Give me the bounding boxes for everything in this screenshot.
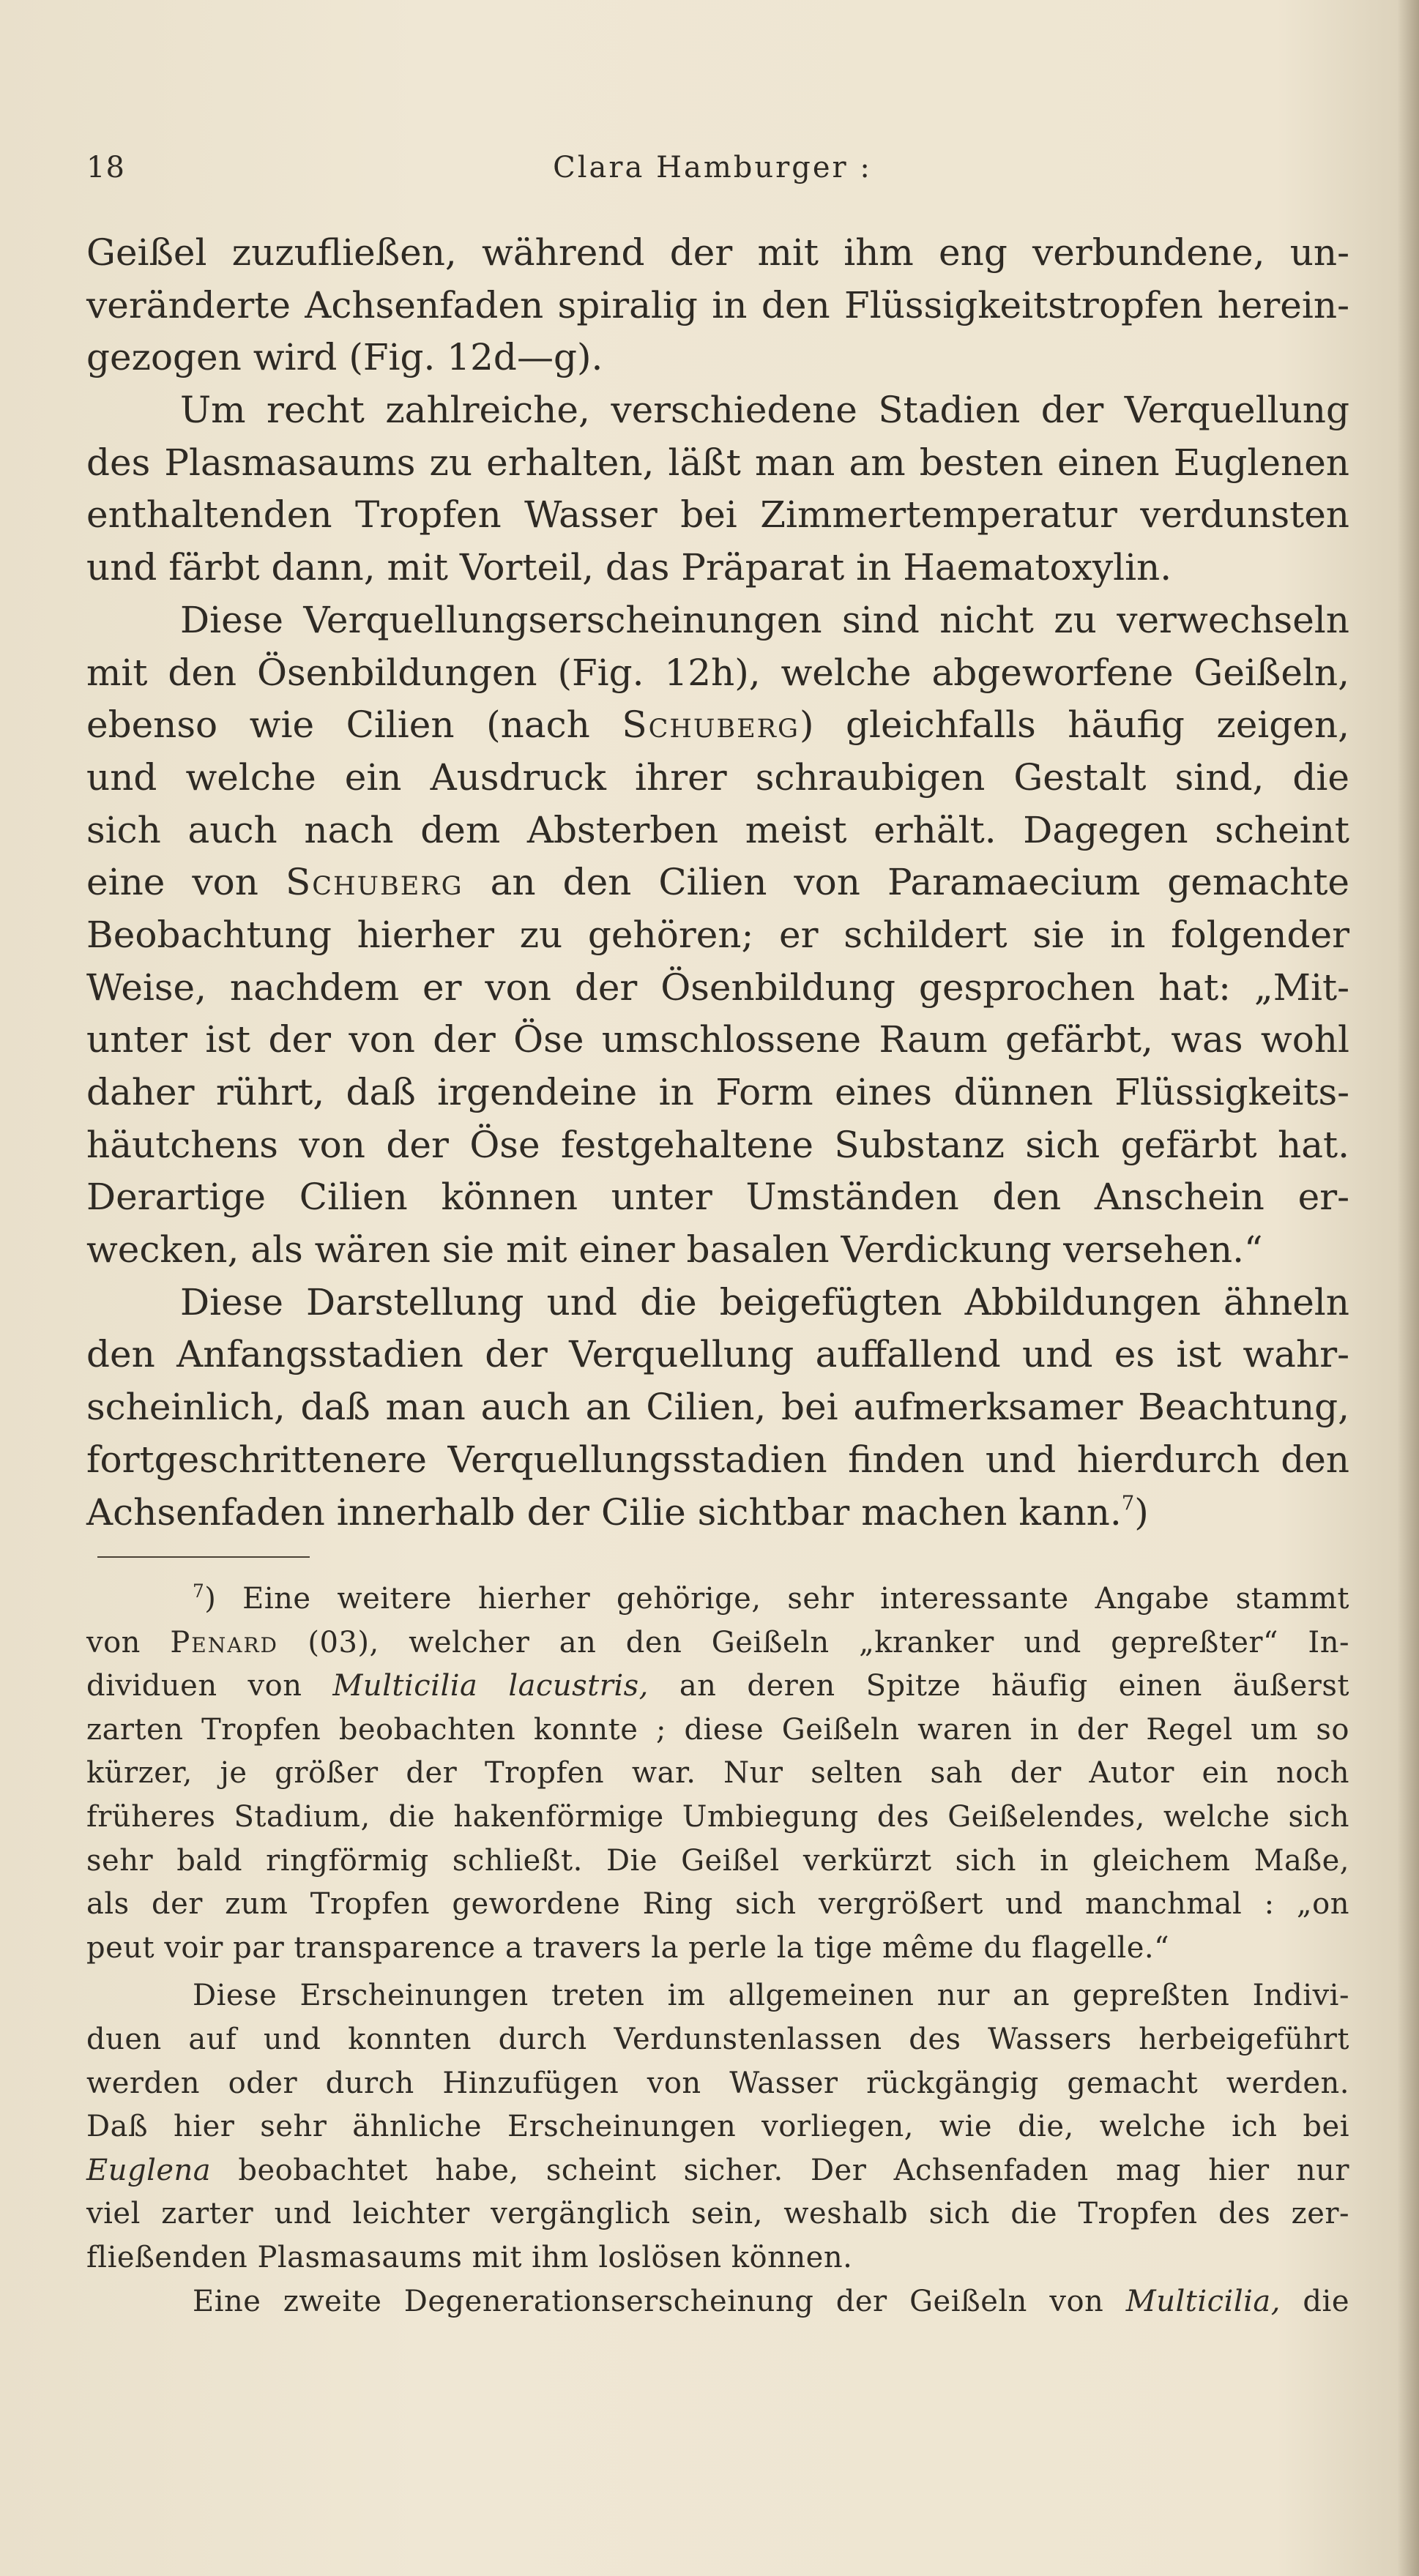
text-line: Um recht zahlreiche, verschiedene Stadien der Verquellung	[180, 389, 1349, 432]
text-run: die	[1280, 2284, 1349, 2318]
footnote-block	[86, 1578, 1349, 2323]
text-line	[86, 699, 1349, 752]
text-run: an deren Spitze häufig einen äußerst	[648, 1669, 1349, 1703]
text-line: des Plasmasaums zu erhalten, läßt man am besten einen Euglenen	[86, 441, 1349, 484]
text-line: Weise, nachdem er von der Ösenbildung gesprochen hat: „Mit-	[86, 966, 1349, 1009]
text-line: wecken, als wären sie mit einer basalen Verdickung versehen.“	[86, 1228, 1263, 1272]
text-line: fortgeschrittenere Verquellungsstadien finden und hierdurch den	[86, 1438, 1349, 1481]
text-line: Diese Verquellungserscheinungen sind nicht zu verwechseln	[180, 598, 1349, 641]
footnote-line: werden oder durch Hinzufügen von Wasser rückgängig gemacht werden.	[86, 2066, 1349, 2100]
main-text	[86, 227, 1349, 1539]
text-run: an den Cilien von Paramaecium gemachte	[463, 861, 1349, 904]
species-name: Multicilia lacustris,	[332, 1669, 649, 1703]
footnote-line: viel zarter und leichter vergänglich sein, weshalb sich die Tropfen des zer-	[86, 2197, 1349, 2231]
author-name: Schuberg	[622, 703, 800, 747]
text-run: )	[1134, 1490, 1149, 1534]
footnote-line: früheres Stadium, die hakenförmige Umbiegung des Geißelendes, welche sich	[86, 1799, 1349, 1834]
footnote-line: Daß hier sehr ähnliche Erscheinungen vorliegen, wie die, welche ich bei	[86, 2110, 1349, 2144]
running-head: Clara Hamburger :	[553, 151, 872, 184]
text-line: häutchens von der Öse festgehaltene Substanz sich gefärbt hat.	[86, 1123, 1349, 1166]
text-line: Derartige Cilien können unter Umständen den Anschein er-	[86, 1176, 1349, 1219]
text-line	[86, 1487, 1349, 1539]
footnote-line	[86, 1578, 1349, 1621]
footnote-line	[86, 2149, 1349, 2193]
footnote-separator	[97, 1556, 310, 1558]
author-name: Penard	[170, 1625, 278, 1660]
text-line: scheinlich, daß man auch an Cilien, bei aufmerksamer Beachtung,	[86, 1386, 1349, 1429]
text-line: veränderte Achsenfaden spiralig in den Flüssigkeitstropfen herein-	[86, 283, 1349, 326]
text-line: Geißel zuzufließen, während der mit ihm eng verbundene, un-	[86, 231, 1349, 274]
footnote-marker: 7	[193, 1580, 205, 1602]
text-run: ) Eine weitere hierher gehörige, sehr interessante Angabe stammt	[204, 1582, 1349, 1616]
text-run: Achsenfaden innerhalb der Cilie sichtbar machen kann.	[86, 1490, 1122, 1534]
genus-name: Euglena	[86, 2153, 212, 2187]
footnote-line	[86, 2280, 1349, 2324]
text-line: enthaltenden Tropfen Wasser bei Zimmertemperatur verdunsten	[86, 493, 1349, 537]
text-line: den Anfangsstadien der Verquellung auffallend und es ist wahr-	[86, 1333, 1349, 1376]
text-run: ebenso wie Cilien (nach	[86, 703, 622, 747]
text-line: mit den Ösenbildungen (Fig. 12h), welche abgeworfene Geißeln,	[86, 651, 1349, 694]
footnote-line: Diese Erscheinungen treten im allgemeinen nur an gepreßten Indivi-	[193, 1979, 1349, 2013]
text-run: eine von	[86, 861, 286, 904]
author-name: Schuberg	[285, 861, 463, 904]
text-line: und färbt dann, mit Vorteil, das Präparat in Haematoxylin.	[86, 546, 1172, 589]
footnote-reference: 7	[1121, 1490, 1135, 1515]
text-line: daher rührt, daß irgendeine in Form eines dünnen Flüssigkeits-	[86, 1071, 1349, 1113]
text-run: (03), welcher an den Geißeln „kranker und gepreßter“ In-	[278, 1625, 1349, 1660]
footnote-line: zarten Tropfen beobachten konnte ; diese Geißeln waren in der Regel um so	[86, 1712, 1349, 1747]
text-run: dividuen von	[86, 1669, 333, 1703]
text-line: Beobachtung hierher zu gehören; er schildert sie in folgender	[86, 913, 1349, 956]
text-line: gezogen wird (Fig. 12d—g).	[86, 336, 603, 379]
footnote-line	[86, 1621, 1349, 1665]
text-line	[86, 856, 1349, 909]
footnote-line	[86, 1665, 1349, 1709]
genus-name: Multicilia,	[1125, 2284, 1281, 2318]
page-edge-shadow	[1397, 0, 1419, 2576]
text-line: Diese Darstellung und die beigefügten Abbildungen ähneln	[180, 1280, 1349, 1324]
footnote-line: sehr bald ringförmig schließt. Die Geißel verkürzt sich in gleichem Maße,	[86, 1843, 1349, 1878]
text-line: unter ist der von der Öse umschlossene Raum gefärbt, was wohl	[86, 1018, 1349, 1061]
footnote-line: duen auf und konnten durch Verdunstenlassen des Wassers herbeigeführt	[86, 2022, 1349, 2056]
page-header	[86, 151, 1338, 202]
text-run: ) gleichfalls häufig zeigen,	[800, 703, 1349, 747]
text-run: Eine zweite Degenerationserscheinung der Geißeln von	[193, 2284, 1126, 2318]
text-run: von	[86, 1625, 171, 1660]
footnote-line: als der zum Tropfen gewordene Ring sich vergrößert und manchmal : „on	[86, 1887, 1349, 1922]
text-line: sich auch nach dem Absterben meist erhält. Dagegen scheint	[86, 808, 1349, 851]
footnote-line: fließenden Plasmasaums mit ihm loslösen können.	[86, 2240, 853, 2274]
footnote-line: kürzer, je größer der Tropfen war. Nur selten sah der Autor ein noch	[86, 1756, 1349, 1791]
page-number: 18	[86, 151, 125, 184]
text-run: beobachtet habe, scheint sicher. Der Achsenfaden mag hier nur	[211, 2153, 1349, 2187]
footnote-line: peut voir par transparence a travers la perle la tige même du flagelle.“	[86, 1930, 1170, 1965]
text-line: und welche ein Ausdruck ihrer schraubigen Gestalt sind, die	[86, 755, 1349, 799]
